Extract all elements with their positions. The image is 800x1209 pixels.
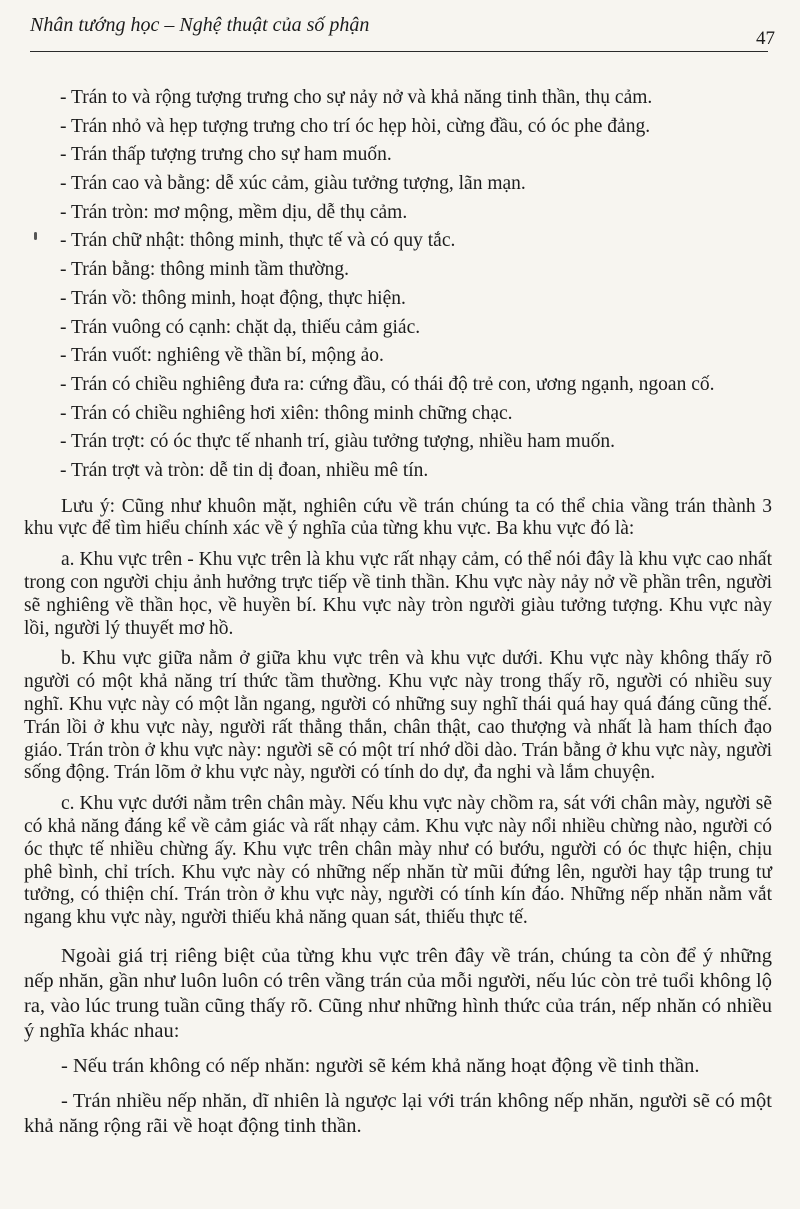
list-item: - Trán tròn: mơ mộng, mềm dịu, dễ thụ cảm. [60,201,408,223]
header-rule [30,51,768,52]
list-item: - Trán vuốt: nghiêng về thần bí, mộng ảo. [60,345,384,367]
upper-zone-paragraph: a. Khu vực trên - Khu vực trên là khu vực rất nhạy cảm, có thể nói đây là khu vực cao nhất trong con người chịu ảnh hưởng trực tiếp về tinh thần. Khu vực này nảy nở về phần trên, người sẽ nghiêng về thần học, về huyền bí. Khu vực này tròn người giàu tưởng tượng. Khu vực này lồi, người lý thuyết mơ hồ. [24,549,772,639]
page-body [24,84,772,1139]
page-header [30,10,775,50]
lower-zone-paragraph: c. Khu vực dưới nằm trên chân mày. Nếu khu vực này chồm ra, sát với chân mày, người sẽ có khả năng đáng kể về cảm giác và rất nhạy cảm. Khu vực này nổi nhiều chừng nào, người có óc thực tế nhiều chừng ấy. Khu vực trên chân mày như có bướu, người có óc thực hiện, chịu phê bình, chỉ trích. Khu vực này có những nếp nhăn từ mũi đứng lên, người hay tập trung tư tưởng, có thiện chí. Trán tròn ở khu vực này, người có tính kín đáo. Những nếp nhăn nằm vắt ngang khu vực này, người thiếu khả năng quan sát, thiếu thực tế. [24,793,772,929]
note-paragraph: Lưu ý: Cũng như khuôn mặt, nghiên cứu về trán chúng ta có thể chia vầng trán thành 3 khu vực để tìm hiểu chính xác về ý nghĩa của từng khu vực. Ba khu vực đó là: [24,495,772,540]
middle-zone-paragraph: b. Khu vực giữa nằm ở giữa khu vực trên và khu vực dưới. Khu vực này không thấy rõ người có một khả năng trí thức tầm thường. Khu vực này trong thấy rõ, người có nhiều suy nghĩ. Khu vực này có một lằn ngang, người có những suy nghĩ thái quá hay quá đáng cũng thế. Trán lồi ở khu vực này, người rất thẳng thắn, chân thật, cao thượng và nhất là ham thích đạo giáo. Trán tròn ở khu vực này: người sẽ có một trí nhớ dồi dào. Trán bằng ở khu vực này, người sống động. Trán lõm ở khu vực này, người có tính do dự, đa nghi và lắm chuyện. [24,648,772,784]
wrinkles-intro-paragraph: Ngoài giá trị riêng biệt của từng khu vực trên đây về trán, chúng ta còn để ý những nếp nhăn, gần như luôn luôn có trên vầng trán của mỗi người, nếu lúc còn trẻ tuổi không lộ ra, vào lúc trung tuần cũng thấy rõ. Cũng như những hình thức của trán, nếp nhăn có nhiều ý nghĩa khác nhau: [24,944,772,1042]
wrinkle-list-item: - Nếu trán không có nếp nhăn: người sẽ kém khả năng hoạt động về tinh thần. [61,1054,700,1077]
list-item: - Trán thấp tượng trưng cho sự ham muốn. [60,144,392,166]
list-item: - Trán nhỏ và hẹp tượng trưng cho trí óc hẹp hòi, cừng đầu, có óc phe đảng. [60,115,651,137]
list-item: - Trán có chiều nghiêng hơi xiên: thông minh chững chạc. [60,402,513,424]
list-item: - Trán chữ nhật: thông minh, thực tế và có quy tắc. [60,230,456,252]
list-item: - Trán bằng: thông minh tầm thường. [60,259,350,281]
list-item: - Trán vồ: thông minh, hoạt động, thực hiện. [60,287,406,309]
list-item: - Trán trợt: có óc thực tế nhanh trí, giàu tưởng tượng, nhiều ham muốn. [60,431,615,453]
list-item: - Trán vuông có cạnh: chặt dạ, thiếu cảm giác. [60,316,421,338]
list-item: - Trán có chiều nghiêng đưa ra: cứng đầu, có thái độ trẻ con, ương ngạnh, ngoan cố. [60,373,715,395]
forehead-type-list [24,84,772,486]
list-item: - Trán trợt và tròn: dễ tin dị đoan, nhiều mê tín. [60,459,429,481]
list-item: - Trán to và rộng tượng trưng cho sự nảy nở và khả năng tinh thần, thụ cảm. [60,87,653,108]
wrinkle-list-item: - Trán nhiều nếp nhăn, dĩ nhiên là ngược lại với trán không nếp nhăn, người sẽ có một khả năng rộng rãi về hoạt động tinh thần. [24,1089,772,1137]
page-number: 47 [756,28,775,49]
running-title: Nhân tướng học – Nghệ thuật của số phận [30,14,370,36]
list-item: - Trán cao và bằng: dễ xúc cảm, giàu tưởng tượng, lãn mạn. [60,173,526,195]
